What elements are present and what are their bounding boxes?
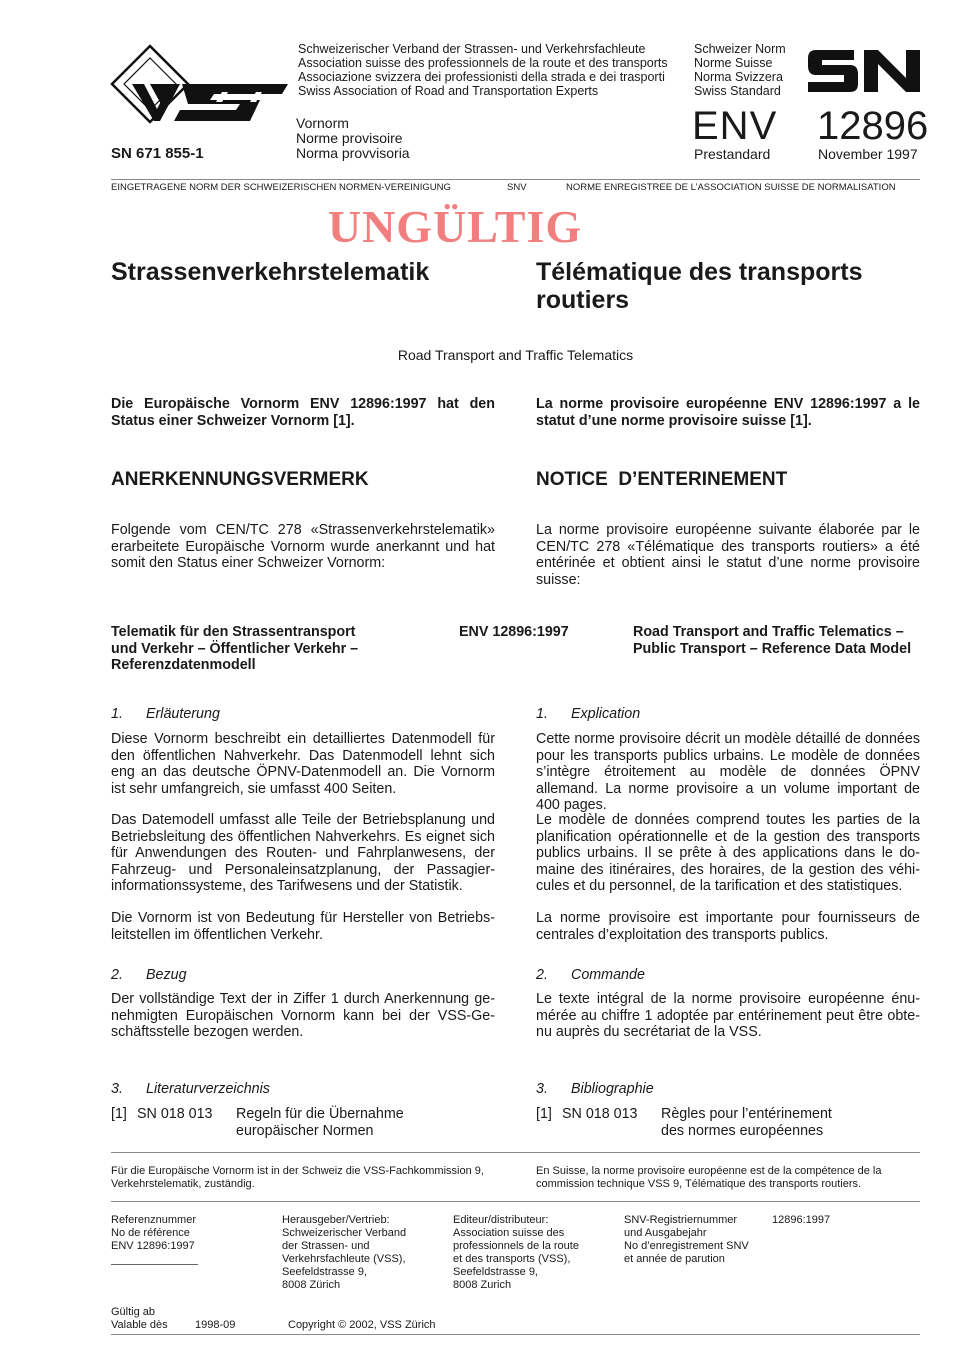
- invalid-stamp: UNGÜLTIG: [327, 201, 583, 252]
- org-line-de: Schweizerischer Verband der Strassen- und Verkehrsfachleute: [298, 42, 646, 56]
- footer-bottom-rule: [111, 1334, 920, 1335]
- valid-from-fr: Valable dès: [111, 1319, 168, 1331]
- section-2-number-fr: 2.: [536, 967, 548, 983]
- section-1-number: 1.: [111, 706, 123, 722]
- publisher-fr-line-5: Seefeldstrasse 9,: [453, 1266, 538, 1278]
- vornorm-it: Norma provvisoria: [296, 145, 410, 161]
- publisher-fr-line-3: professionnels de la route: [453, 1240, 579, 1252]
- section-1-para-1-de: Diese Vornorm beschreibt ein detailliertes Datenmodell für den öffentlichen Nahverkehr. Das Datenmodell lehnt sich eng an das deutsche ÖPNV-Datenmodell an. Die Vornorm ist sehr umfangreich, sie umfasst 400 Seiten.: [111, 731, 495, 797]
- responsibility-divider: [111, 1152, 920, 1153]
- title-fr: Télématique des transports routiers: [536, 258, 863, 314]
- vornorm-label: [296, 116, 410, 161]
- registration-snv: SNV: [507, 182, 527, 193]
- reference-title-de: [236, 1106, 404, 1139]
- intro-fr: La norme provisoire européenne ENV 12896:1997 a le statut d’une norme provisoire suisse [1].: [536, 396, 920, 429]
- standard-title-en: Road Transport and Traffic Telematics – Public Transport – Reference Data Model: [633, 624, 912, 657]
- norm-de: Schweizer Norm: [694, 42, 786, 56]
- section-1-title-fr: Explication: [571, 706, 641, 722]
- publisher-fr-line-1: Editeur/distributeur:: [453, 1214, 549, 1226]
- standard-title-de: Telematik für den Strassentransport und Verkehr – Öffentlicher Verkehr – Referenzdatenmodell: [111, 624, 359, 673]
- reference-label-de: [1]: [111, 1106, 127, 1122]
- section-3-heading-de: [111, 1081, 495, 1097]
- publisher-de-line-6: 8008 Zürich: [282, 1279, 341, 1291]
- sn-reference-number: SN 671 855-1: [111, 145, 204, 162]
- snv-line-2: und Ausgabejahr: [624, 1227, 707, 1239]
- registration-fr: NORME ENREGISTREE DE L’ASSOCIATION SUISSE DE NORMALISATION: [566, 182, 896, 193]
- vss-logo: [110, 44, 290, 124]
- reference-title-fr: [661, 1106, 832, 1139]
- section-2-title-fr: Commande: [571, 967, 645, 983]
- reference-label-fr: [1]: [536, 1106, 552, 1122]
- footer-valid-date: 1998-09: [195, 1319, 236, 1331]
- reference-title-fr-line-1: Règles pour l’entérinement: [661, 1106, 832, 1122]
- section-1-number-fr: 1.: [536, 706, 548, 722]
- footer-reference: [111, 1214, 196, 1253]
- registration-de: EINGETRAGENE NORM DER SCHWEIZERISCHEN NORMEN-VEREINIGUNG: [111, 182, 451, 193]
- org-line-fr: Association suisse des professionnels de la route et des transports: [298, 56, 668, 70]
- valid-from-de: Gültig ab: [111, 1306, 156, 1318]
- snv-line-3: No d’enregistrement SNV: [624, 1240, 749, 1252]
- section-3-title-de: Literaturverzeichnis: [146, 1081, 270, 1097]
- footer-publisher-de: [282, 1214, 406, 1292]
- intro-de: Die Europäische Vornorm ENV 12896:1997 hat den Status einer Schweizer Vornorm [1].: [111, 396, 495, 429]
- responsibility-fr: En Suisse, la norme provisoire européenne est de la compétence de la commission technique VSS 9, Télématique des transports routiers.: [536, 1165, 882, 1190]
- section-2-number: 2.: [111, 967, 123, 983]
- section-1-para-2-fr: Le modèle de données comprend toutes les parties de la planification opérationnelle et de la gestion des transports publics urbains. Il se prête à des applications dans le do-maine des itinéraires, des horaires, de la gestion des véhi-cules et du personnel, de la tarification et des statistiques.: [536, 812, 920, 894]
- reference-title-de-line-1: Regeln für die Übernahme: [236, 1106, 404, 1122]
- publisher-fr-line-2: Association suisse des: [453, 1227, 565, 1239]
- org-line-it: Associazione svizzera dei professionisti della strada e dei trasporti: [298, 70, 665, 84]
- section-1-para-3-de: Die Vornorm ist von Bedeutung für Hersteller von Betriebs-leitstellen im öffentlichen Verkehr.: [111, 910, 495, 943]
- footer-ref-underline: [111, 1264, 198, 1265]
- standard-status: Prestandard: [694, 146, 771, 162]
- snv-line-1: SNV-Registriernummer: [624, 1214, 738, 1226]
- norm-fr: Norme Suisse: [694, 56, 773, 70]
- section-2-heading-fr: [536, 967, 920, 983]
- publisher-de-line-2: Schweizerischer Verband: [282, 1227, 407, 1239]
- snv-line-4: et année de parution: [624, 1253, 725, 1265]
- env-label: ENV: [692, 104, 778, 148]
- publisher-de-line-5: Seefeldstrasse 9,: [282, 1266, 367, 1278]
- publisher-fr-line-4: et des transports (VSS),: [453, 1253, 571, 1265]
- org-line-en: Swiss Association of Road and Transportation Experts: [298, 84, 599, 98]
- title-en: Road Transport and Traffic Telematics: [397, 347, 634, 363]
- footer-ref-line-1: Referenznummer: [111, 1214, 196, 1226]
- section-3-heading-fr: [536, 1081, 920, 1097]
- publisher-de-line-1: Herausgeber/Vertrieb:: [282, 1214, 390, 1226]
- footer-ref-line-2: No de référence: [111, 1227, 190, 1239]
- vss-logo-graphic: [110, 44, 290, 124]
- header-divider: [111, 179, 920, 180]
- notice-text-de: Folgende vom CEN/TC 278 «Strassenverkehrstelematik» erarbeitete Europäische Vornorm wurde anerkannt und hat somit den Status einer Schweizer Vornorm:: [111, 522, 495, 571]
- sn-logo: [806, 44, 922, 96]
- section-2-text-de: Der vollständige Text der in Ziffer 1 durch Anerkennung ge-nehmigten Europäischen Vornorm kann bei der VSS-Ge-schäftsstelle bezogen werden.: [111, 991, 495, 1040]
- notice-text-fr: La norme provisoire européenne suivante élaborée par le CEN/TC 278 «Télématique des transports routiers» a été entérinée et obtient ainsi le statut d’une norme provisoire suisse:: [536, 522, 920, 588]
- vornorm-fr: Norme provisoire: [296, 130, 403, 146]
- standard-code: ENV 12896:1997: [459, 624, 569, 640]
- section-2-text-fr: Le texte intégral de la norme provisoire européenne énu-mérée au chiffre 1 adoptée par entérinement peut être obte-nu auprès du secrétariat de la VSS.: [536, 991, 920, 1040]
- section-3-title-fr: Bibliographie: [571, 1081, 654, 1097]
- footer-divider: [111, 1201, 920, 1202]
- norm-type-label: [694, 42, 786, 98]
- env-number: 12896: [817, 104, 929, 148]
- norm-it: Norma Svizzera: [694, 70, 783, 84]
- footer-ref-line-3: ENV 12896:1997: [111, 1240, 195, 1252]
- footer-snv-number: 12896:1997: [772, 1214, 831, 1226]
- publisher-de-line-3: der Strassen- und: [282, 1240, 370, 1252]
- section-1-heading-fr: [536, 706, 920, 722]
- notice-heading-de: ANERKENNUNGSVERMERK: [111, 469, 369, 490]
- reference-code-de: SN 018 013: [137, 1106, 213, 1122]
- section-1-para-3-fr: La norme provisoire est importante pour fournisseurs de centrales d’exploitation des transports publics.: [536, 910, 920, 943]
- responsibility-de: Für die Europäische Vornorm ist in der Schweiz die VSS-Fachkommission 9, Verkehrstelematik, zuständig.: [111, 1165, 484, 1190]
- section-1-para-2-de: Das Datemodell umfasst alle Teile der Betriebsplanung und Betriebsleitung des öffentlichen Nahverkehrs. Es eignet sich für Anwendungen des Routen- und Fahrplanwesens, der Fahrzeug- und Personaleinsatzplanung, der Passagier-informationssysteme, des Tarifwesens und der Statistik.: [111, 812, 495, 894]
- section-1-title-de: Erläuterung: [146, 706, 220, 722]
- section-1-para-1-fr: Cette norme provisoire décrit un modèle détaillé de données pour les transports publics urbains. Le modèle de données s’intègre étroitement au modèle de données ÖPNV allemand. La norme provisoire a un volume important de 400 pages.: [536, 731, 920, 813]
- section-2-heading-de: [111, 967, 495, 983]
- section-3-number-fr: 3.: [536, 1081, 548, 1097]
- section-1-heading-de: [111, 706, 495, 722]
- title-de: Strassenverkehrstelematik: [111, 258, 430, 286]
- footer-valid-from: [111, 1306, 168, 1332]
- footer-snv-registration: [624, 1214, 749, 1266]
- vornorm-de: Vornorm: [296, 115, 349, 131]
- section-3-number: 3.: [111, 1081, 123, 1097]
- footer-copyright: Copyright © 2002, VSS Zürich: [288, 1319, 436, 1331]
- norm-en: Swiss Standard: [694, 84, 781, 98]
- notice-heading-fr: NOTICE D’ENTERINEMENT: [536, 469, 788, 490]
- publisher-fr-line-6: 8008 Zurich: [453, 1279, 512, 1291]
- reference-title-de-line-2: europäischer Normen: [236, 1122, 374, 1139]
- sn-logo-graphic: [806, 44, 922, 96]
- publication-date: November 1997: [818, 146, 918, 162]
- reference-title-fr-line-2: des normes européennes: [661, 1122, 824, 1139]
- section-2-title-de: Bezug: [146, 967, 187, 983]
- footer-publisher-fr: [453, 1214, 579, 1292]
- publisher-de-line-4: Verkehrsfachleute (VSS),: [282, 1253, 406, 1265]
- organisation-names: [298, 42, 668, 98]
- reference-code-fr: SN 018 013: [562, 1106, 638, 1122]
